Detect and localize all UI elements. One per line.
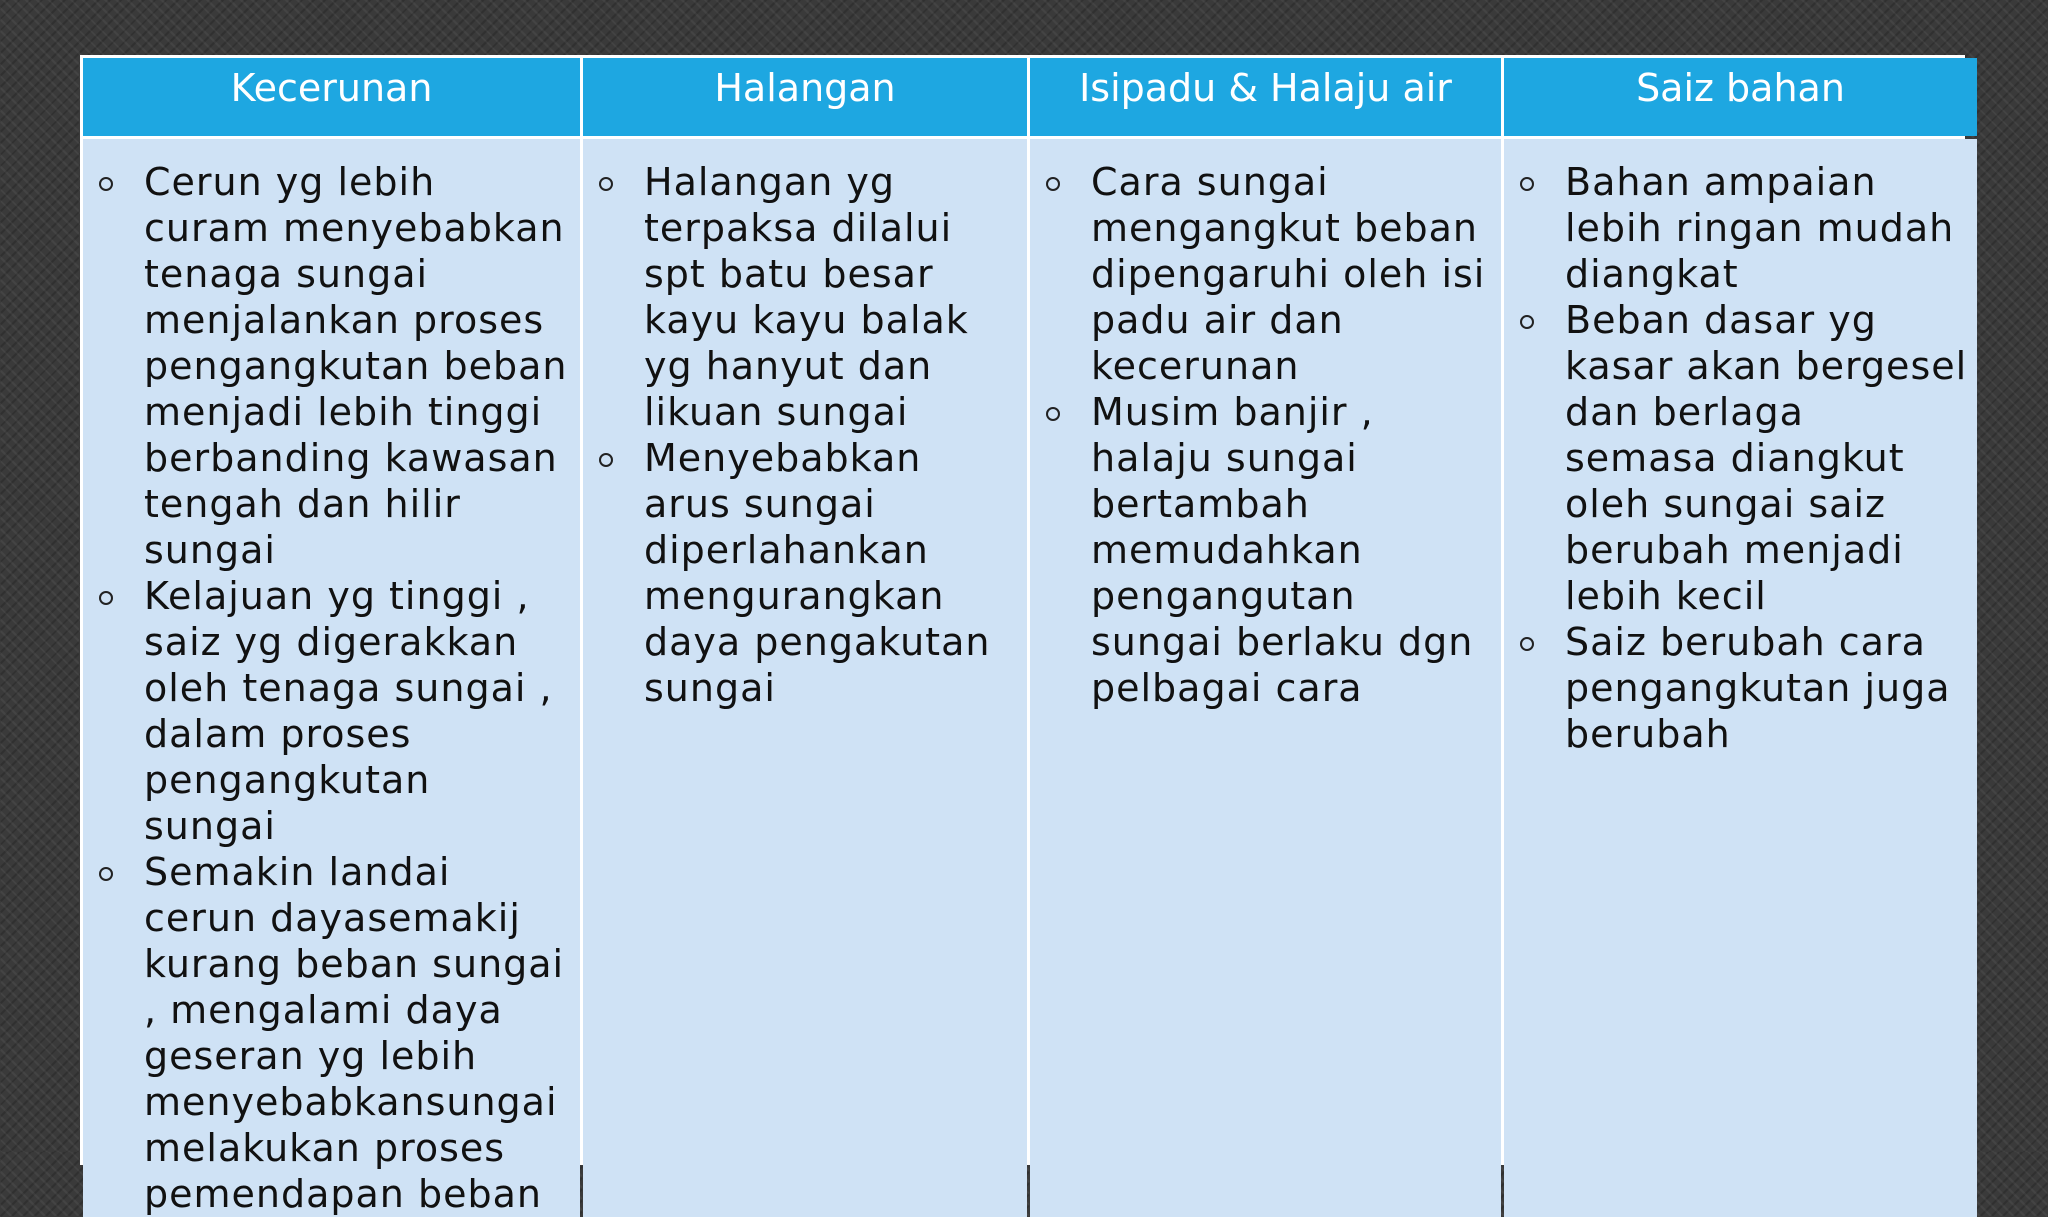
content-table [80, 55, 1968, 1216]
list-item-text: Bahan ampaian lebih ringan mudah diangkat [1565, 160, 1955, 296]
hollow-bullet-icon [99, 591, 113, 605]
hollow-bullet-icon [599, 453, 613, 467]
list-item [1518, 297, 1969, 619]
header-saiz-bahan: Saiz bahan [1504, 58, 1977, 136]
list-item-text: Menyebabkan arus sungai diperlahankan mengurangkan daya pengakutan sungai [644, 436, 991, 710]
bullet-list [597, 159, 1019, 711]
list-item [597, 435, 1019, 711]
column-kecerunan [83, 139, 580, 1217]
list-item-text: Saiz berubah cara pengangkutan juga berubah [1565, 620, 1951, 756]
list-item [597, 159, 1019, 435]
header-halangan: Halangan [583, 58, 1027, 136]
hollow-bullet-icon [1520, 637, 1534, 651]
column-isipadu-halaju-air [1030, 139, 1501, 1217]
list-item [1044, 159, 1493, 389]
list-item-text: Kelajuan yg tinggi , saiz yg digerakkan oleh tenaga sungai , dalam proses pengangkutan sungai [144, 574, 553, 848]
list-item-text: Beban dasar yg kasar akan bergesel dan berlaga semasa diangkut oleh sungai saiz berubah menjadi lebih kecil [1565, 298, 1968, 618]
hollow-bullet-icon [599, 177, 613, 191]
bullet-list [97, 159, 572, 1217]
header-kecerunan: Kecerunan [83, 58, 580, 136]
bullet-list [1044, 159, 1493, 711]
list-item [1518, 619, 1969, 757]
list-item-text: Cerun yg lebih curam menyebabkan tenaga sungai menjalankan proses pengangkutan beban menjadi lebih tinggi berbanding kawasan tengah dan hilir sungai [144, 160, 568, 572]
list-item-text: Musim banjir , halaju sungai bertambah memudahkan pengangutan sungai berlaku dgn pelbagai cara [1091, 390, 1474, 710]
list-item [97, 573, 572, 849]
list-item [97, 159, 572, 573]
hollow-bullet-icon [1520, 315, 1534, 329]
bullet-list [1518, 159, 1969, 757]
hollow-bullet-icon [1520, 177, 1534, 191]
header-isipadu-halaju-air: Isipadu & Halaju air [1030, 58, 1501, 136]
hollow-bullet-icon [1046, 177, 1060, 191]
list-item [97, 849, 572, 1217]
hollow-bullet-icon [99, 867, 113, 881]
list-item [1044, 389, 1493, 711]
list-item [1518, 159, 1969, 297]
hollow-bullet-icon [1046, 407, 1060, 421]
list-item-text: Halangan yg terpaksa dilalui spt batu besar kayu kayu balak yg hanyut dan likuan sungai [644, 160, 969, 434]
column-saiz-bahan [1504, 139, 1977, 1217]
list-item-text: Semakin landai cerun dayasemakij kurang beban sungai , mengalami daya geseran yg lebih menyebabkansungai melakukan proses pemendapan beban [144, 850, 565, 1216]
list-item-text: Cara sungai mengangkut beban dipengaruhi oleh isi padu air dan kecerunan [1091, 160, 1486, 388]
hollow-bullet-icon [99, 177, 113, 191]
column-halangan [583, 139, 1027, 1217]
